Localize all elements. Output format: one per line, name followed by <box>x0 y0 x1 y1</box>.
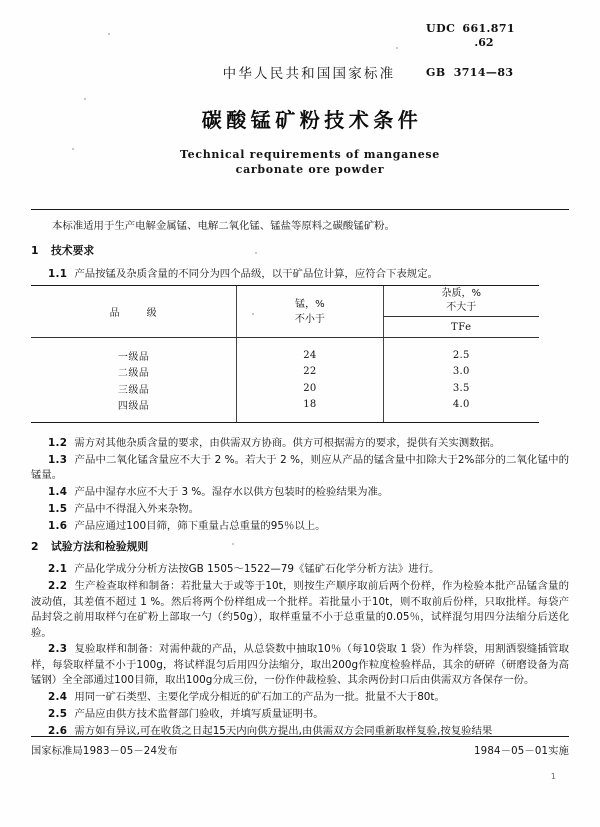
clause-2-5 <box>31 707 569 722</box>
clause-1-6 <box>31 519 569 534</box>
section-2-title: 试验方法和检验规则 <box>51 540 149 553</box>
clause-2-3-text: 复验取样和制备：对需仲裁的产品，从总袋数中抽取10％（每10袋取 1 袋）作为样袋，用割洒裂缝插管取样，每袋取样量不小于100g，将试样混匀后用四分法缩分，取出200g作粒度检验样品，其余的研碎（研磨设备为高锰钢）全全部通过100目筛，取出100g分成三份，一份作仲裁检验、其余两份封口后由供需双方各保存一份。 <box>31 643 569 687</box>
section-1-number: 1 <box>31 244 39 258</box>
row-3-tfe: 4.0 <box>383 397 539 414</box>
clause-2-5-text: 产品应由供方技术监督部门验收，并填写质量证明书。 <box>74 708 324 721</box>
clause-2-6-number: 2.6 <box>48 724 68 737</box>
english-title-line-1: Technical requirements of manganese <box>180 148 440 161</box>
table-header-row-1 <box>31 286 539 317</box>
spacer-bottom-grade <box>31 413 237 423</box>
clause-1-5-number: 1.5 <box>48 503 68 516</box>
clause-1-5 <box>31 502 569 517</box>
header-grade-label-2: 级 <box>146 308 158 319</box>
clause-1-6-number: 1.6 <box>48 520 68 533</box>
spacer-bottom-mn <box>237 413 383 423</box>
clause-2-5-number: 2.5 <box>48 708 68 721</box>
clause-2-1-number: 2.1 <box>48 563 68 576</box>
english-title <box>0 147 600 177</box>
english-title-line-2: carbonate ore powder <box>235 163 385 176</box>
section-1-heading <box>31 243 569 258</box>
clause-1-6-text: 产品应通过100目筛，筛下重量占总重量的95％以上。 <box>74 520 326 533</box>
header-tfe-cell: TFe <box>383 317 539 338</box>
row-3-mn: 18 <box>237 397 383 414</box>
page-number: 1 <box>550 772 556 781</box>
national-standard-line: 中华人民共和国国家标准 <box>222 66 396 82</box>
clause-2-4 <box>31 690 569 705</box>
table-row <box>31 364 539 381</box>
table-spacer-row-bottom <box>31 413 539 423</box>
clause-2-3 <box>31 642 569 688</box>
footer-effective-date: 1984－05－01实施 <box>473 746 569 757</box>
header-mn-line-1: 锰，% <box>295 298 325 310</box>
row-1-mn: 22 <box>237 364 383 381</box>
clause-1-4 <box>31 485 569 500</box>
row-2-mn: 20 <box>237 380 383 397</box>
header-mn-cell <box>237 286 383 338</box>
clause-2-2 <box>31 579 569 641</box>
body-section-clauses-1 <box>31 436 569 536</box>
spacer-bottom-tfe <box>383 413 539 423</box>
section-1-title: 技术要求 <box>51 244 95 258</box>
page-title: 碳酸锰矿粉技术条件 <box>201 108 423 132</box>
table-spacer-row-top <box>31 338 539 348</box>
clause-2-2-text: 生产检查取样和制备：若批量大于或等于10t，则按生产顺序取前后两个份样，作为检验本批产品锰含量的波动值，其差值不超过 1 %。然后将两个份样组成一个批样。若批量小于10t，则不取前后份样，只取批样。每袋产品封袋之前用取样勺在矿粉上部取一勺（约50g），取样重量不小于总重量的0.05％，试样混匀用四分法缩分后送化验。 <box>31 580 569 639</box>
header-impurity-line-2: 不大于 <box>446 302 477 313</box>
row-0-grade: 一级品 <box>117 351 150 363</box>
table-row <box>31 397 539 414</box>
gb-row <box>426 66 558 79</box>
clause-1-2 <box>31 436 569 451</box>
clause-2-1-text: 产品化学成分分析方法按GB 1505～1522—79《锰矿石化学分析方法》进行。 <box>74 563 440 576</box>
table-row <box>31 380 539 397</box>
clause-1-3-number: 1.3 <box>48 453 68 466</box>
header-grade-cell <box>31 286 237 338</box>
scope-paragraph: 本标准适用于生产电解金属锰、电解二氧化锰、锰盐等原料之碳酸锰矿粉。 <box>52 220 395 232</box>
gb-number: 3714—83 <box>453 66 514 79</box>
row-2-tfe: 3.5 <box>383 380 539 397</box>
header-impurity-cell <box>383 286 539 317</box>
scan-speck <box>255 252 257 254</box>
row-1-tfe: 3.0 <box>383 364 539 381</box>
scan-speck <box>396 47 398 49</box>
row-2-grade: 三级品 <box>117 384 150 396</box>
table-row <box>31 347 539 364</box>
scan-speck <box>252 313 254 315</box>
clause-1-2-number: 1.2 <box>48 437 68 449</box>
section-2-number: 2 <box>31 540 39 553</box>
clause-1-1-text: 产品按锰及杂质含量的不同分为四个品级，以干矿品位计算，应符合下表规定。 <box>74 267 438 280</box>
clause-2-3-number: 2.3 <box>48 643 68 656</box>
row-0-tfe: 2.5 <box>383 347 539 364</box>
udc-number: 661.871 <box>462 22 515 35</box>
document-footer <box>31 742 569 757</box>
specification-table-wrapper <box>31 285 539 423</box>
spacer-cell-grade <box>31 338 237 348</box>
clause-2-4-number: 2.4 <box>48 691 68 704</box>
document-header <box>0 62 600 177</box>
clause-1-3 <box>31 453 569 484</box>
scan-speck <box>84 98 86 100</box>
body-section-clauses-2 <box>31 539 569 739</box>
header-divider-rule <box>31 209 569 210</box>
footer-issue-date: 国家标准局1983－05－24发布 <box>31 746 178 757</box>
clause-1-1 <box>31 267 569 282</box>
clause-2-1 <box>31 562 569 577</box>
specification-table <box>31 285 539 423</box>
clause-2-6-text: 需方如有异议,可在收货之日起15天内向供方提出,由供需双方会同重新取样复验,按复验结果 <box>74 724 493 737</box>
row-3-grade: 四级品 <box>117 401 150 413</box>
udc-label: UDC <box>426 22 456 35</box>
clause-1-5-text: 产品中不得混入外来杂物。 <box>74 503 199 516</box>
spacer-cell-mn <box>237 338 383 348</box>
clause-1-4-number: 1.4 <box>48 486 68 499</box>
header-mn-line-2: 不小于 <box>294 313 325 325</box>
clause-1-3-text: 产品中二氧化锰含量应不大于 2 %。若大于 2 %，则应从产品的锰含量中扣除大于2%部分的二氧化锰中的锰量。 <box>31 453 569 482</box>
udc-number-second-line: .62 <box>474 36 494 49</box>
clause-2-2-number: 2.2 <box>48 580 68 593</box>
clause-1-2-text: 需方对其他杂质含量的要求，由供需双方协商。供方可根据需方的要求，提供有关实测数据。 <box>74 437 501 449</box>
scan-speck <box>72 148 74 150</box>
standard-code-block <box>426 22 558 79</box>
scan-speck <box>108 33 110 35</box>
section-2-heading <box>31 539 569 554</box>
header-impurity-line-1: 杂质，% <box>441 288 482 299</box>
header-grade-label-1: 品 <box>109 308 121 319</box>
row-0-mn: 24 <box>237 347 383 364</box>
clause-1-1-number: 1.1 <box>48 267 68 280</box>
clause-2-4-text: 用同一矿石类型、主要化学成分相近的矿石加工的产品为一批。批量不大于80t。 <box>74 691 445 704</box>
row-1-grade: 二级品 <box>117 368 150 380</box>
scan-speck <box>232 543 234 545</box>
spacer-cell-tfe <box>383 338 539 348</box>
clause-1-4-text: 产品中湿存水应不大于 3 %。湿存水以供方包装时的检验结果为准。 <box>74 486 389 499</box>
body-section-upper <box>31 219 569 279</box>
gb-label: GB <box>426 66 446 79</box>
clause-2-6 <box>31 724 569 739</box>
udc-row <box>426 22 558 49</box>
